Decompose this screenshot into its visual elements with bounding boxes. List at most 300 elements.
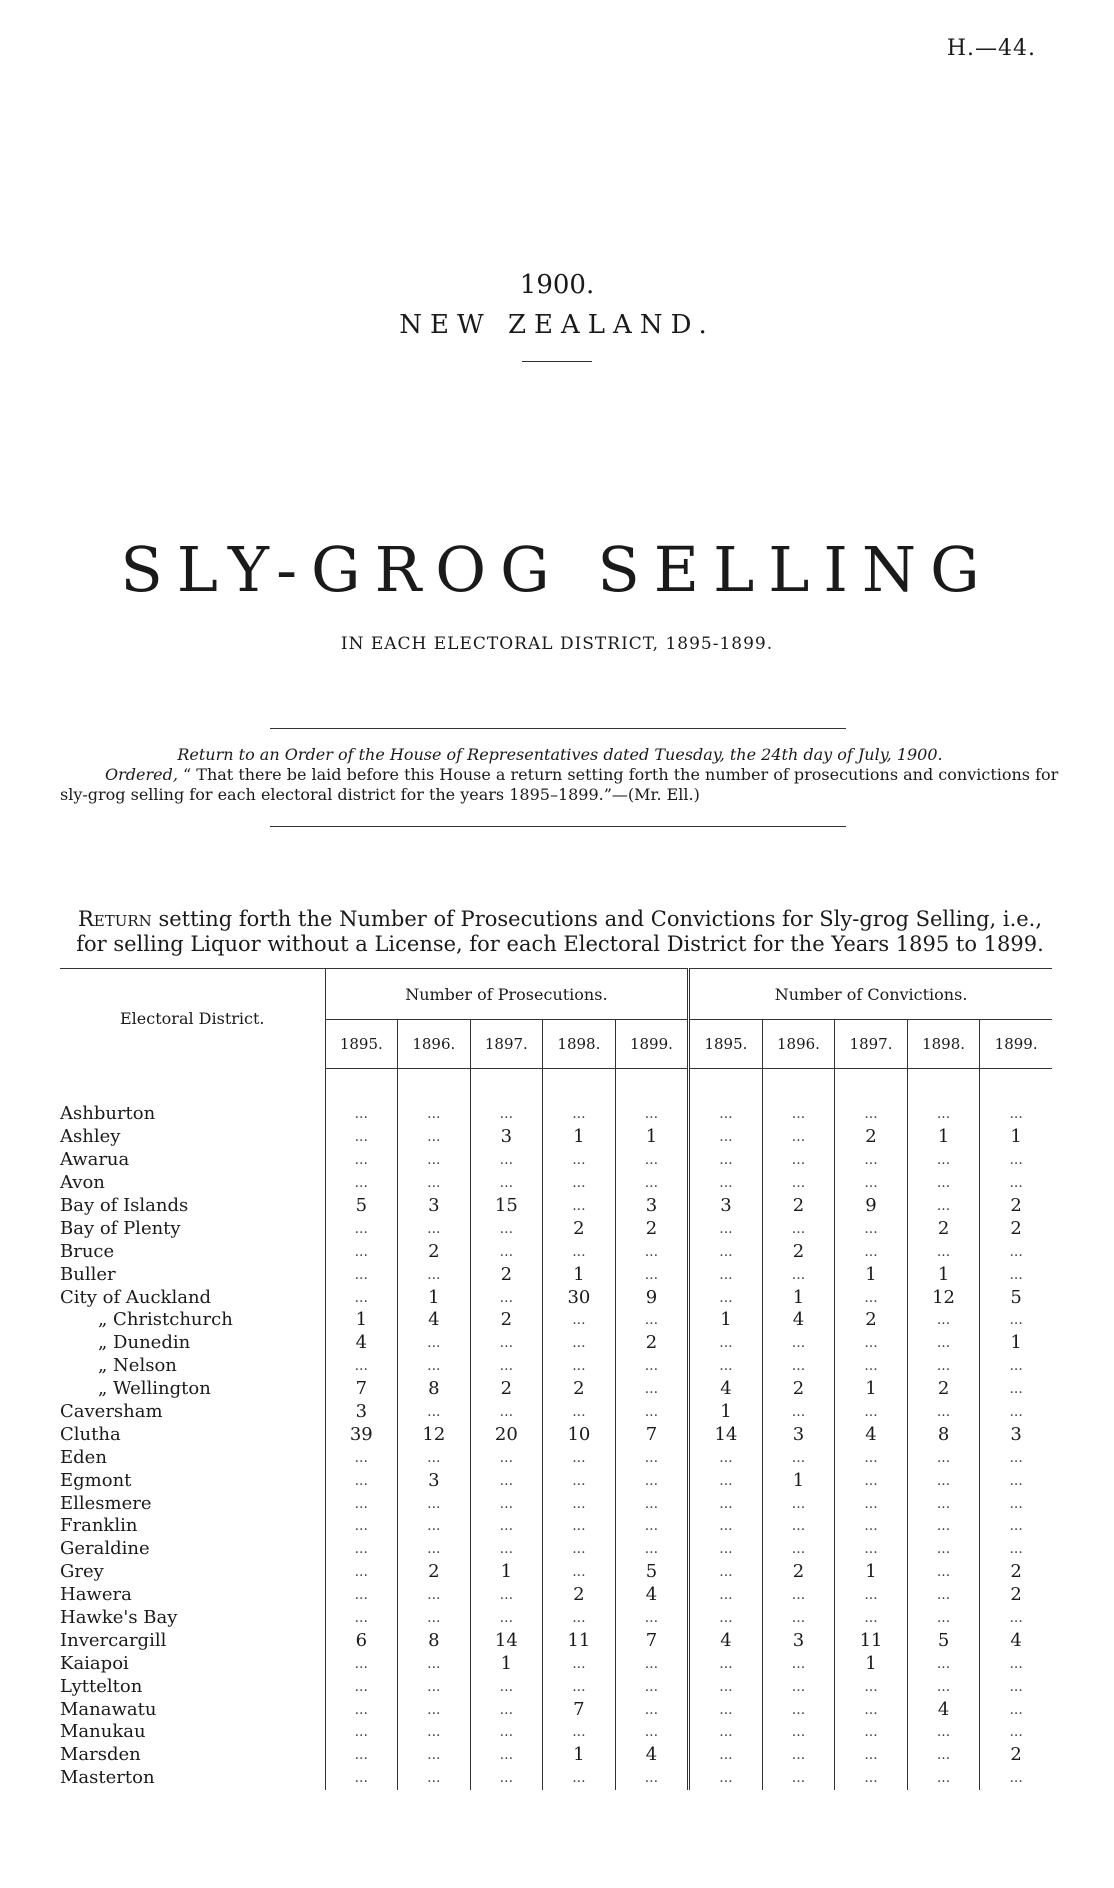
conviction-cell: ... bbox=[762, 1744, 835, 1767]
conviction-cell: ... bbox=[907, 1767, 980, 1790]
conviction-cell: 1 bbox=[835, 1378, 908, 1401]
prosecution-cell: ... bbox=[398, 1126, 471, 1149]
district-cell bbox=[60, 1538, 325, 1561]
conviction-cell: ... bbox=[907, 1561, 980, 1584]
conviction-cell: ... bbox=[835, 1607, 908, 1630]
prosecution-cell: ... bbox=[325, 1126, 398, 1149]
convictions-header: Number of Convictions. bbox=[689, 969, 1052, 1020]
prosecution-cell: ... bbox=[615, 1149, 689, 1172]
district-name: Eden bbox=[60, 1446, 107, 1468]
conviction-cell: ... bbox=[689, 1515, 763, 1538]
conviction-cell: ... bbox=[980, 1607, 1052, 1630]
district-name: Marsden bbox=[60, 1744, 141, 1766]
conviction-cell: 1 bbox=[835, 1652, 908, 1675]
prosecution-cell: ... bbox=[325, 1492, 398, 1515]
conviction-cell: ... bbox=[907, 1652, 980, 1675]
conviction-cell: ... bbox=[980, 1103, 1052, 1126]
conviction-cell: ... bbox=[689, 1126, 763, 1149]
table-body bbox=[60, 1069, 1052, 1790]
prosecution-cell: ... bbox=[325, 1721, 398, 1744]
prosecution-cell: ... bbox=[543, 1149, 616, 1172]
table-row bbox=[60, 1332, 1052, 1355]
conviction-cell: ... bbox=[835, 1217, 908, 1240]
district-cell bbox=[60, 1332, 325, 1355]
conviction-cell: ... bbox=[980, 1355, 1052, 1378]
conviction-cell: ... bbox=[907, 1332, 980, 1355]
prosecution-cell: 1 bbox=[543, 1126, 616, 1149]
conviction-cell: 2 bbox=[907, 1217, 980, 1240]
prosecution-cell: ... bbox=[543, 1515, 616, 1538]
conviction-cell: ... bbox=[835, 1355, 908, 1378]
conviction-cell: ... bbox=[980, 1652, 1052, 1675]
page-reference: H.—44. bbox=[946, 36, 1036, 61]
conviction-cell: ... bbox=[835, 1286, 908, 1309]
table-spacer bbox=[60, 1069, 1052, 1104]
conviction-cell: ... bbox=[762, 1332, 835, 1355]
convictions-year-header: 1899. bbox=[980, 1020, 1052, 1069]
prosecution-cell: 2 bbox=[398, 1240, 471, 1263]
district-name: „ Wellington bbox=[98, 1378, 211, 1400]
conviction-cell: 2 bbox=[907, 1378, 980, 1401]
district-cell bbox=[60, 1515, 325, 1538]
table-row bbox=[60, 1263, 1052, 1286]
prosecution-cell: ... bbox=[325, 1698, 398, 1721]
district-cell bbox=[60, 1423, 325, 1446]
conviction-cell: ... bbox=[835, 1172, 908, 1195]
table-row bbox=[60, 1240, 1052, 1263]
prosecution-cell: 39 bbox=[325, 1423, 398, 1446]
conviction-cell: ... bbox=[689, 1469, 763, 1492]
prosecution-cell: 7 bbox=[615, 1629, 689, 1652]
prosecution-cell: ... bbox=[325, 1240, 398, 1263]
conviction-cell: 2 bbox=[980, 1195, 1052, 1218]
prosecution-cell: 2 bbox=[470, 1263, 543, 1286]
conviction-cell: ... bbox=[762, 1103, 835, 1126]
prosecution-cell: ... bbox=[615, 1309, 689, 1332]
table-row bbox=[60, 1538, 1052, 1561]
conviction-cell: ... bbox=[689, 1355, 763, 1378]
prosecution-cell: ... bbox=[615, 1263, 689, 1286]
prosecution-cell: ... bbox=[615, 1675, 689, 1698]
prosecutions-year-header: 1896. bbox=[398, 1020, 471, 1069]
conviction-cell: 4 bbox=[907, 1698, 980, 1721]
prosecution-cell: 4 bbox=[615, 1744, 689, 1767]
district-cell bbox=[60, 1172, 325, 1195]
prosecution-cell: ... bbox=[543, 1355, 616, 1378]
prosecution-cell: 9 bbox=[615, 1286, 689, 1309]
district-cell bbox=[60, 1355, 325, 1378]
conviction-cell: ... bbox=[907, 1515, 980, 1538]
conviction-cell: 2 bbox=[980, 1584, 1052, 1607]
conviction-cell: ... bbox=[689, 1607, 763, 1630]
prosecution-cell: ... bbox=[543, 1538, 616, 1561]
prosecution-cell: ... bbox=[615, 1515, 689, 1538]
table-row bbox=[60, 1126, 1052, 1149]
conviction-cell: 3 bbox=[762, 1423, 835, 1446]
conviction-cell: ... bbox=[689, 1240, 763, 1263]
prosecution-cell: ... bbox=[470, 1607, 543, 1630]
prosecution-cell: ... bbox=[398, 1492, 471, 1515]
prosecution-cell: ... bbox=[615, 1492, 689, 1515]
order-block bbox=[60, 745, 1060, 805]
divider bbox=[270, 728, 846, 729]
conviction-cell: ... bbox=[835, 1469, 908, 1492]
prosecution-cell: ... bbox=[470, 1584, 543, 1607]
district-name: Invercargill bbox=[60, 1629, 167, 1651]
table-row bbox=[60, 1469, 1052, 1492]
prosecution-cell: ... bbox=[398, 1538, 471, 1561]
prosecution-cell: 7 bbox=[615, 1423, 689, 1446]
prosecution-cell: ... bbox=[470, 1492, 543, 1515]
district-cell bbox=[60, 1675, 325, 1698]
conviction-cell: ... bbox=[689, 1538, 763, 1561]
convictions-year-header: 1898. bbox=[907, 1020, 980, 1069]
district-name: Egmont bbox=[60, 1469, 132, 1491]
table-row bbox=[60, 1492, 1052, 1515]
conviction-cell: ... bbox=[907, 1355, 980, 1378]
prosecution-cell: ... bbox=[543, 1607, 616, 1630]
prosecution-cell: ... bbox=[543, 1675, 616, 1698]
conviction-cell: ... bbox=[762, 1652, 835, 1675]
prosecution-cell: 8 bbox=[398, 1629, 471, 1652]
prosecution-cell: ... bbox=[615, 1767, 689, 1790]
prosecution-cell: ... bbox=[325, 1217, 398, 1240]
conviction-cell: ... bbox=[980, 1446, 1052, 1469]
district-name: Franklin bbox=[60, 1515, 138, 1537]
district-cell bbox=[60, 1309, 325, 1332]
prosecution-cell: 7 bbox=[543, 1698, 616, 1721]
conviction-cell: 2 bbox=[762, 1240, 835, 1263]
conviction-cell: 5 bbox=[907, 1629, 980, 1652]
prosecution-cell: ... bbox=[325, 1446, 398, 1469]
prosecution-cell: ... bbox=[615, 1698, 689, 1721]
conviction-cell: ... bbox=[907, 1584, 980, 1607]
conviction-cell: 14 bbox=[689, 1423, 763, 1446]
convictions-year-header: 1895. bbox=[689, 1020, 763, 1069]
conviction-cell: ... bbox=[907, 1195, 980, 1218]
prosecution-cell: 1 bbox=[470, 1652, 543, 1675]
table-row bbox=[60, 1561, 1052, 1584]
conviction-cell: ... bbox=[762, 1126, 835, 1149]
prosecution-cell: ... bbox=[470, 1675, 543, 1698]
conviction-cell: ... bbox=[835, 1698, 908, 1721]
ordered-text bbox=[60, 765, 1060, 805]
prosecution-cell: ... bbox=[615, 1401, 689, 1424]
table-row bbox=[60, 1767, 1052, 1790]
prosecution-cell: ... bbox=[543, 1172, 616, 1195]
conviction-cell: ... bbox=[689, 1286, 763, 1309]
divider bbox=[522, 361, 592, 362]
conviction-cell: ... bbox=[835, 1515, 908, 1538]
prosecution-cell: ... bbox=[398, 1263, 471, 1286]
conviction-cell: 4 bbox=[980, 1629, 1052, 1652]
conviction-cell: 4 bbox=[689, 1629, 763, 1652]
country-heading: NEW ZEALAND. bbox=[399, 310, 715, 340]
conviction-cell: 2 bbox=[980, 1217, 1052, 1240]
conviction-cell: ... bbox=[980, 1767, 1052, 1790]
conviction-cell: 12 bbox=[907, 1286, 980, 1309]
conviction-cell: ... bbox=[762, 1538, 835, 1561]
conviction-cell: ... bbox=[835, 1103, 908, 1126]
conviction-cell: ... bbox=[835, 1332, 908, 1355]
conviction-cell: 2 bbox=[762, 1378, 835, 1401]
conviction-cell: 1 bbox=[689, 1309, 763, 1332]
district-name: Hawke's Bay bbox=[60, 1607, 178, 1629]
conviction-cell: 1 bbox=[835, 1263, 908, 1286]
prosecution-cell: 6 bbox=[325, 1629, 398, 1652]
conviction-cell: ... bbox=[835, 1538, 908, 1561]
conviction-cell: ... bbox=[689, 1698, 763, 1721]
page-title: SLY-GROG SELLING bbox=[120, 533, 994, 606]
prosecution-cell: ... bbox=[543, 1767, 616, 1790]
conviction-cell: ... bbox=[907, 1721, 980, 1744]
prosecution-cell: 3 bbox=[398, 1469, 471, 1492]
conviction-cell: 11 bbox=[835, 1629, 908, 1652]
prosecution-cell: ... bbox=[470, 1240, 543, 1263]
table-row bbox=[60, 1652, 1052, 1675]
prosecution-cell: ... bbox=[470, 1538, 543, 1561]
district-cell bbox=[60, 1607, 325, 1630]
district-cell bbox=[60, 1126, 325, 1149]
conviction-cell: ... bbox=[762, 1698, 835, 1721]
prosecution-cell: ... bbox=[398, 1652, 471, 1675]
conviction-cell: ... bbox=[980, 1309, 1052, 1332]
prosecution-cell: ... bbox=[470, 1744, 543, 1767]
prosecution-cell: ... bbox=[543, 1332, 616, 1355]
prosecution-cell: ... bbox=[470, 1401, 543, 1424]
conviction-cell: 1 bbox=[689, 1401, 763, 1424]
conviction-cell: ... bbox=[980, 1469, 1052, 1492]
district-name: Bay of Plenty bbox=[60, 1217, 181, 1239]
prosecution-cell: ... bbox=[543, 1561, 616, 1584]
prosecution-cell: 5 bbox=[325, 1195, 398, 1218]
conviction-cell: 4 bbox=[835, 1423, 908, 1446]
prosecution-cell: ... bbox=[325, 1103, 398, 1126]
prosecution-cell: ... bbox=[398, 1767, 471, 1790]
district-name: Ashley bbox=[60, 1126, 121, 1148]
prosecution-cell: ... bbox=[325, 1263, 398, 1286]
prosecution-cell: 4 bbox=[615, 1584, 689, 1607]
prosecution-cell: ... bbox=[543, 1492, 616, 1515]
prosecution-cell: 30 bbox=[543, 1286, 616, 1309]
district-cell bbox=[60, 1378, 325, 1401]
conviction-cell: 2 bbox=[835, 1126, 908, 1149]
prosecution-cell: 1 bbox=[325, 1309, 398, 1332]
district-cell bbox=[60, 1217, 325, 1240]
conviction-cell: 2 bbox=[980, 1744, 1052, 1767]
prosecution-cell: ... bbox=[325, 1607, 398, 1630]
prosecution-cell: ... bbox=[398, 1515, 471, 1538]
conviction-cell: ... bbox=[762, 1172, 835, 1195]
conviction-cell: ... bbox=[762, 1263, 835, 1286]
prosecution-cell: 2 bbox=[615, 1217, 689, 1240]
conviction-cell: ... bbox=[835, 1149, 908, 1172]
conviction-cell: ... bbox=[907, 1675, 980, 1698]
conviction-cell: 1 bbox=[907, 1126, 980, 1149]
prosecutions-year-header: 1895. bbox=[325, 1020, 398, 1069]
prosecution-cell: ... bbox=[470, 1698, 543, 1721]
prosecution-cell: 4 bbox=[325, 1332, 398, 1355]
prosecution-cell: ... bbox=[398, 1721, 471, 1744]
conviction-cell: ... bbox=[907, 1469, 980, 1492]
district-name: Caversham bbox=[60, 1401, 163, 1423]
district-name: Awarua bbox=[60, 1149, 130, 1171]
conviction-cell: ... bbox=[835, 1744, 908, 1767]
conviction-cell: ... bbox=[907, 1149, 980, 1172]
conviction-cell: 1 bbox=[762, 1469, 835, 1492]
conviction-cell: ... bbox=[907, 1538, 980, 1561]
district-name: Bruce bbox=[60, 1240, 115, 1262]
page-subtitle: IN EACH ELECTORAL DISTRICT, 1895-1899. bbox=[340, 634, 774, 654]
document-year: 1900. bbox=[519, 270, 595, 300]
prosecution-cell: ... bbox=[398, 1401, 471, 1424]
prosecution-cell: 10 bbox=[543, 1423, 616, 1446]
district-cell bbox=[60, 1492, 325, 1515]
conviction-cell: ... bbox=[762, 1675, 835, 1698]
prosecution-cell: ... bbox=[325, 1355, 398, 1378]
prosecution-cell: 5 bbox=[615, 1561, 689, 1584]
district-name: „ Nelson bbox=[98, 1355, 177, 1377]
prosecution-cell: 2 bbox=[470, 1378, 543, 1401]
prosecution-cell: ... bbox=[470, 1767, 543, 1790]
prosecution-cell: 15 bbox=[470, 1195, 543, 1218]
district-name: Manawatu bbox=[60, 1698, 157, 1720]
table-row bbox=[60, 1401, 1052, 1424]
conviction-cell: 2 bbox=[980, 1561, 1052, 1584]
returns-table bbox=[60, 968, 1052, 1790]
prosecution-cell: ... bbox=[615, 1469, 689, 1492]
prosecution-cell: 12 bbox=[398, 1423, 471, 1446]
prosecution-cell: ... bbox=[543, 1309, 616, 1332]
prosecution-cell: 20 bbox=[470, 1423, 543, 1446]
conviction-cell: ... bbox=[835, 1446, 908, 1469]
table-row bbox=[60, 1698, 1052, 1721]
prosecution-cell: ... bbox=[615, 1538, 689, 1561]
conviction-cell: 2 bbox=[835, 1309, 908, 1332]
district-cell bbox=[60, 1652, 325, 1675]
conviction-cell: ... bbox=[980, 1538, 1052, 1561]
district-name: Ellesmere bbox=[60, 1492, 152, 1514]
conviction-cell: 9 bbox=[835, 1195, 908, 1218]
prosecutions-year-header: 1898. bbox=[543, 1020, 616, 1069]
conviction-cell: 3 bbox=[980, 1423, 1052, 1446]
conviction-cell: ... bbox=[762, 1217, 835, 1240]
prosecution-cell: ... bbox=[470, 1103, 543, 1126]
prosecution-cell: ... bbox=[543, 1103, 616, 1126]
conviction-cell: ... bbox=[762, 1401, 835, 1424]
prosecution-cell: ... bbox=[543, 1401, 616, 1424]
prosecution-cell: 3 bbox=[615, 1195, 689, 1218]
conviction-cell: 2 bbox=[762, 1561, 835, 1584]
conviction-cell: ... bbox=[689, 1584, 763, 1607]
prosecution-cell: ... bbox=[615, 1103, 689, 1126]
table-row bbox=[60, 1515, 1052, 1538]
conviction-cell: ... bbox=[689, 1149, 763, 1172]
prosecution-cell: ... bbox=[470, 1332, 543, 1355]
conviction-cell: ... bbox=[980, 1263, 1052, 1286]
prosecution-cell: 1 bbox=[543, 1263, 616, 1286]
district-name: Ashburton bbox=[60, 1103, 156, 1125]
prosecution-cell: ... bbox=[325, 1286, 398, 1309]
prosecution-cell: ... bbox=[470, 1469, 543, 1492]
prosecution-cell: ... bbox=[543, 1652, 616, 1675]
district-name: Hawera bbox=[60, 1584, 132, 1606]
prosecution-cell: ... bbox=[398, 1217, 471, 1240]
prosecution-cell: ... bbox=[325, 1675, 398, 1698]
conviction-cell: ... bbox=[907, 1744, 980, 1767]
district-name: „ Dunedin bbox=[98, 1332, 191, 1354]
table-row bbox=[60, 1195, 1052, 1218]
district-name: Manukau bbox=[60, 1721, 146, 1743]
prosecution-cell: ... bbox=[615, 1240, 689, 1263]
conviction-cell: 1 bbox=[980, 1126, 1052, 1149]
prosecution-cell: 8 bbox=[398, 1378, 471, 1401]
district-cell bbox=[60, 1584, 325, 1607]
table-row bbox=[60, 1355, 1052, 1378]
prosecution-cell: 3 bbox=[398, 1195, 471, 1218]
district-cell bbox=[60, 1767, 325, 1790]
district-cell bbox=[60, 1195, 325, 1218]
conviction-cell: ... bbox=[980, 1698, 1052, 1721]
intro-lead-word: Return bbox=[77, 907, 152, 931]
conviction-cell: ... bbox=[835, 1675, 908, 1698]
conviction-cell: ... bbox=[689, 1721, 763, 1744]
table-row bbox=[60, 1584, 1052, 1607]
conviction-cell: ... bbox=[689, 1767, 763, 1790]
district-cell bbox=[60, 1240, 325, 1263]
conviction-cell: 1 bbox=[907, 1263, 980, 1286]
prosecution-cell: ... bbox=[398, 1172, 471, 1195]
prosecution-cell: 1 bbox=[470, 1561, 543, 1584]
prosecution-cell: 2 bbox=[543, 1584, 616, 1607]
district-name: Avon bbox=[60, 1172, 105, 1194]
district-name: Bay of Islands bbox=[60, 1195, 189, 1216]
conviction-cell: ... bbox=[835, 1767, 908, 1790]
district-name: Clutha bbox=[60, 1423, 121, 1445]
prosecution-cell: ... bbox=[325, 1652, 398, 1675]
conviction-cell: ... bbox=[762, 1149, 835, 1172]
conviction-cell: ... bbox=[980, 1378, 1052, 1401]
conviction-cell: ... bbox=[762, 1355, 835, 1378]
district-cell bbox=[60, 1698, 325, 1721]
table-row bbox=[60, 1286, 1052, 1309]
table-row bbox=[60, 1629, 1052, 1652]
prosecution-cell: ... bbox=[398, 1446, 471, 1469]
prosecutions-header: Number of Prosecutions. bbox=[325, 969, 689, 1020]
prosecution-cell: ... bbox=[615, 1721, 689, 1744]
prosecutions-year-header: 1899. bbox=[615, 1020, 689, 1069]
prosecution-cell: ... bbox=[398, 1149, 471, 1172]
prosecution-cell: 1 bbox=[398, 1286, 471, 1309]
conviction-cell: ... bbox=[907, 1446, 980, 1469]
prosecution-cell: ... bbox=[543, 1195, 616, 1218]
conviction-cell: ... bbox=[907, 1401, 980, 1424]
prosecution-cell: ... bbox=[325, 1172, 398, 1195]
prosecution-cell: 1 bbox=[615, 1126, 689, 1149]
conviction-cell: ... bbox=[980, 1721, 1052, 1744]
conviction-cell: ... bbox=[762, 1446, 835, 1469]
table-row bbox=[60, 1721, 1052, 1744]
prosecution-cell: ... bbox=[325, 1561, 398, 1584]
prosecution-cell: ... bbox=[325, 1767, 398, 1790]
prosecution-cell: ... bbox=[615, 1652, 689, 1675]
prosecution-cell: 3 bbox=[325, 1401, 398, 1424]
table-row bbox=[60, 1675, 1052, 1698]
conviction-cell: ... bbox=[907, 1240, 980, 1263]
prosecutions-year-header: 1897. bbox=[470, 1020, 543, 1069]
conviction-cell: ... bbox=[980, 1515, 1052, 1538]
conviction-cell: ... bbox=[689, 1675, 763, 1698]
